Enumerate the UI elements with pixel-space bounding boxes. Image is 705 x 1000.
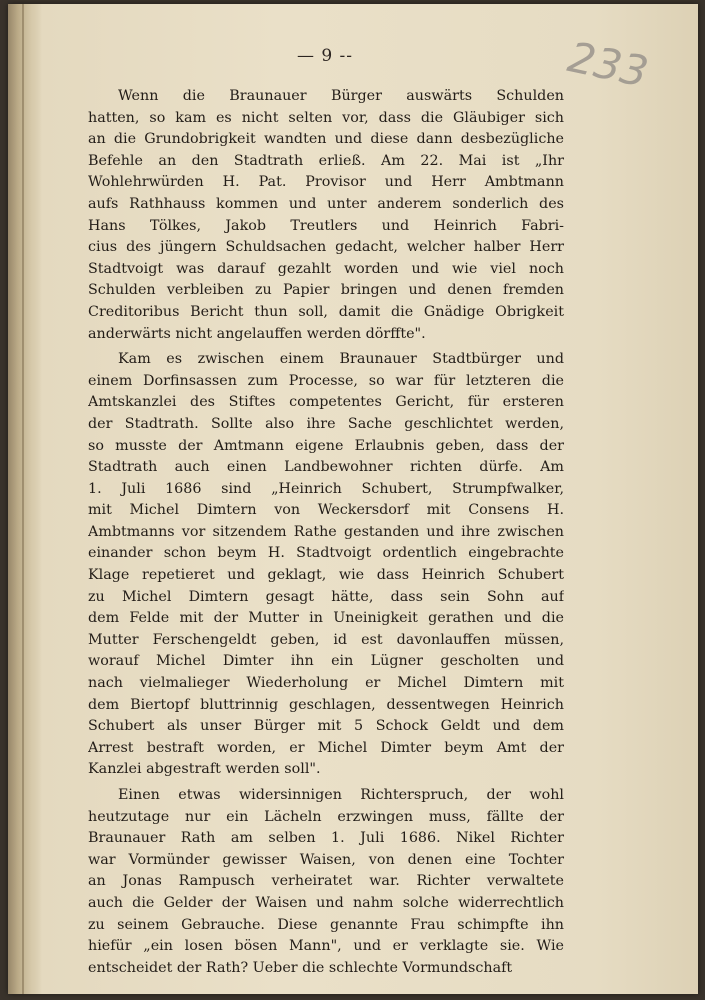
text-line: Stadtvoigt was darauf gezahlt worden und wie viel noch: [88, 260, 564, 277]
text-line: worauf Michel Dimter ihn ein Lügner gescholten und: [88, 653, 564, 670]
text-line: Kanzlei abgestraft werden soll".: [88, 761, 321, 778]
paragraph: [88, 349, 564, 781]
text-line: heutzutage nur ein Lächeln erzwingen muss, fällte der: [88, 808, 564, 825]
paragraph: [88, 86, 564, 345]
text-line: Klage repetieret und geklagt, wie dass Heinrich Schubert: [88, 567, 564, 584]
text-line: aufs Rathhauss kommen und unter anderem sonderlich des: [88, 195, 564, 212]
text-line: cius des jüngern Schuldsachen gedacht, welcher halber Herr: [88, 239, 564, 256]
text-line: Wohlehrwürden H. Pat. Provisor und Herr Ambtmann: [88, 174, 564, 191]
text-line: Wenn die Braunauer Bürger auswärts Schulden: [118, 88, 564, 104]
text-line: Ambtmanns vor sitzendem Rathe gestanden und ihre zwischen: [88, 523, 564, 540]
body-text: [88, 86, 564, 983]
text-line: Schubert als unser Bürger mit 5 Schock Geldt und dem: [88, 718, 564, 735]
text-line: Befehle an den Stadtrath erließ. Am 22. Mai ist „Ihr: [88, 152, 564, 169]
binding-crease: [22, 4, 24, 994]
text-line: Kam es zwischen einem Braunauer Stadtbürger und: [118, 351, 564, 368]
text-line: anderwärts nicht angelauffen werden dörffte".: [88, 325, 426, 342]
text-line: an die Grundobrigkeit wandten und diese dann desbezügliche: [88, 131, 564, 148]
text-line: Stadtrath auch einen Landbewohner richten dürfe. Am: [88, 459, 564, 476]
text-line: so musste der Amtmann eigene Erlaubnis geben, dass der: [88, 437, 564, 454]
page-number: — 9 --: [296, 46, 354, 66]
text-line: entscheidet der Rath? Ueber die schlechte Vormundschaft: [88, 959, 513, 976]
text-line: Amtskanzlei des Stiftes competentes Gericht, für ersteren: [88, 394, 564, 411]
handwritten-folio-number: 233: [563, 32, 653, 97]
text-line: zu seinem Gebrauche. Diese genannte Frau schimpfte ihn: [88, 916, 564, 933]
text-line: mit Michel Dimtern von Weckersdorf mit Consens H.: [88, 502, 564, 519]
text-line: Arrest bestraft worden, er Michel Dimter beym Amt der: [88, 739, 564, 756]
page-gutter-shadow: [8, 4, 42, 994]
text-line: dem Biertopf bluttrinnig geschlagen, dessentwegen Heinrich: [88, 696, 564, 713]
text-line: an Jonas Rampusch verheiratet war. Richter verwaltete: [88, 873, 564, 890]
paragraph: [88, 785, 564, 979]
text-line: Einen etwas widersinnigen Richterspruch, der wohl: [118, 787, 564, 803]
text-line: hiefür „ein losen bösen Mann", und er verklagte sie. Wie: [88, 938, 564, 955]
text-line: einander schon beym H. Stadtvoigt ordentlich eingebrachte: [88, 545, 564, 562]
text-line: der Stadtrath. Sollte also ihre Sache geschlichtet werden,: [88, 415, 564, 432]
text-line: dem Felde mit der Mutter in Uneinigkeit gerathen und die: [88, 610, 564, 627]
text-line: hatten, so kam es nicht selten vor, dass die Gläubiger sich: [88, 109, 564, 126]
text-line: auch die Gelder der Waisen und nahm solche widerrechtlich: [88, 894, 564, 911]
text-line: einem Dorfinsassen zum Processe, so war für letzteren die: [88, 372, 564, 389]
text-line: Mutter Ferschengeldt geben, id est davonlauffen müssen,: [88, 631, 564, 648]
text-line: 1. Juli 1686 sind „Heinrich Schubert, Strumpfwalker,: [88, 480, 564, 497]
text-line: war Vormünder gewisser Waisen, von denen eine Tochter: [88, 851, 564, 868]
text-line: zu Michel Dimtern gesagt hätte, dass sein Sohn auf: [88, 588, 564, 605]
text-line: Braunauer Rath am selben 1. Juli 1686. Nikel Richter: [88, 830, 564, 847]
text-line: nach vielmalieger Wiederholung er Michel Dimtern mit: [88, 675, 564, 692]
text-line: Schulden verbleiben zu Papier bringen und denen fremden: [88, 282, 564, 299]
text-line: Creditoribus Bericht thun soll, damit die Gnädige Obrigkeit: [88, 303, 564, 320]
text-line: Hans Tölkes, Jakob Treutlers und Heinrich Fabri-: [88, 217, 564, 234]
